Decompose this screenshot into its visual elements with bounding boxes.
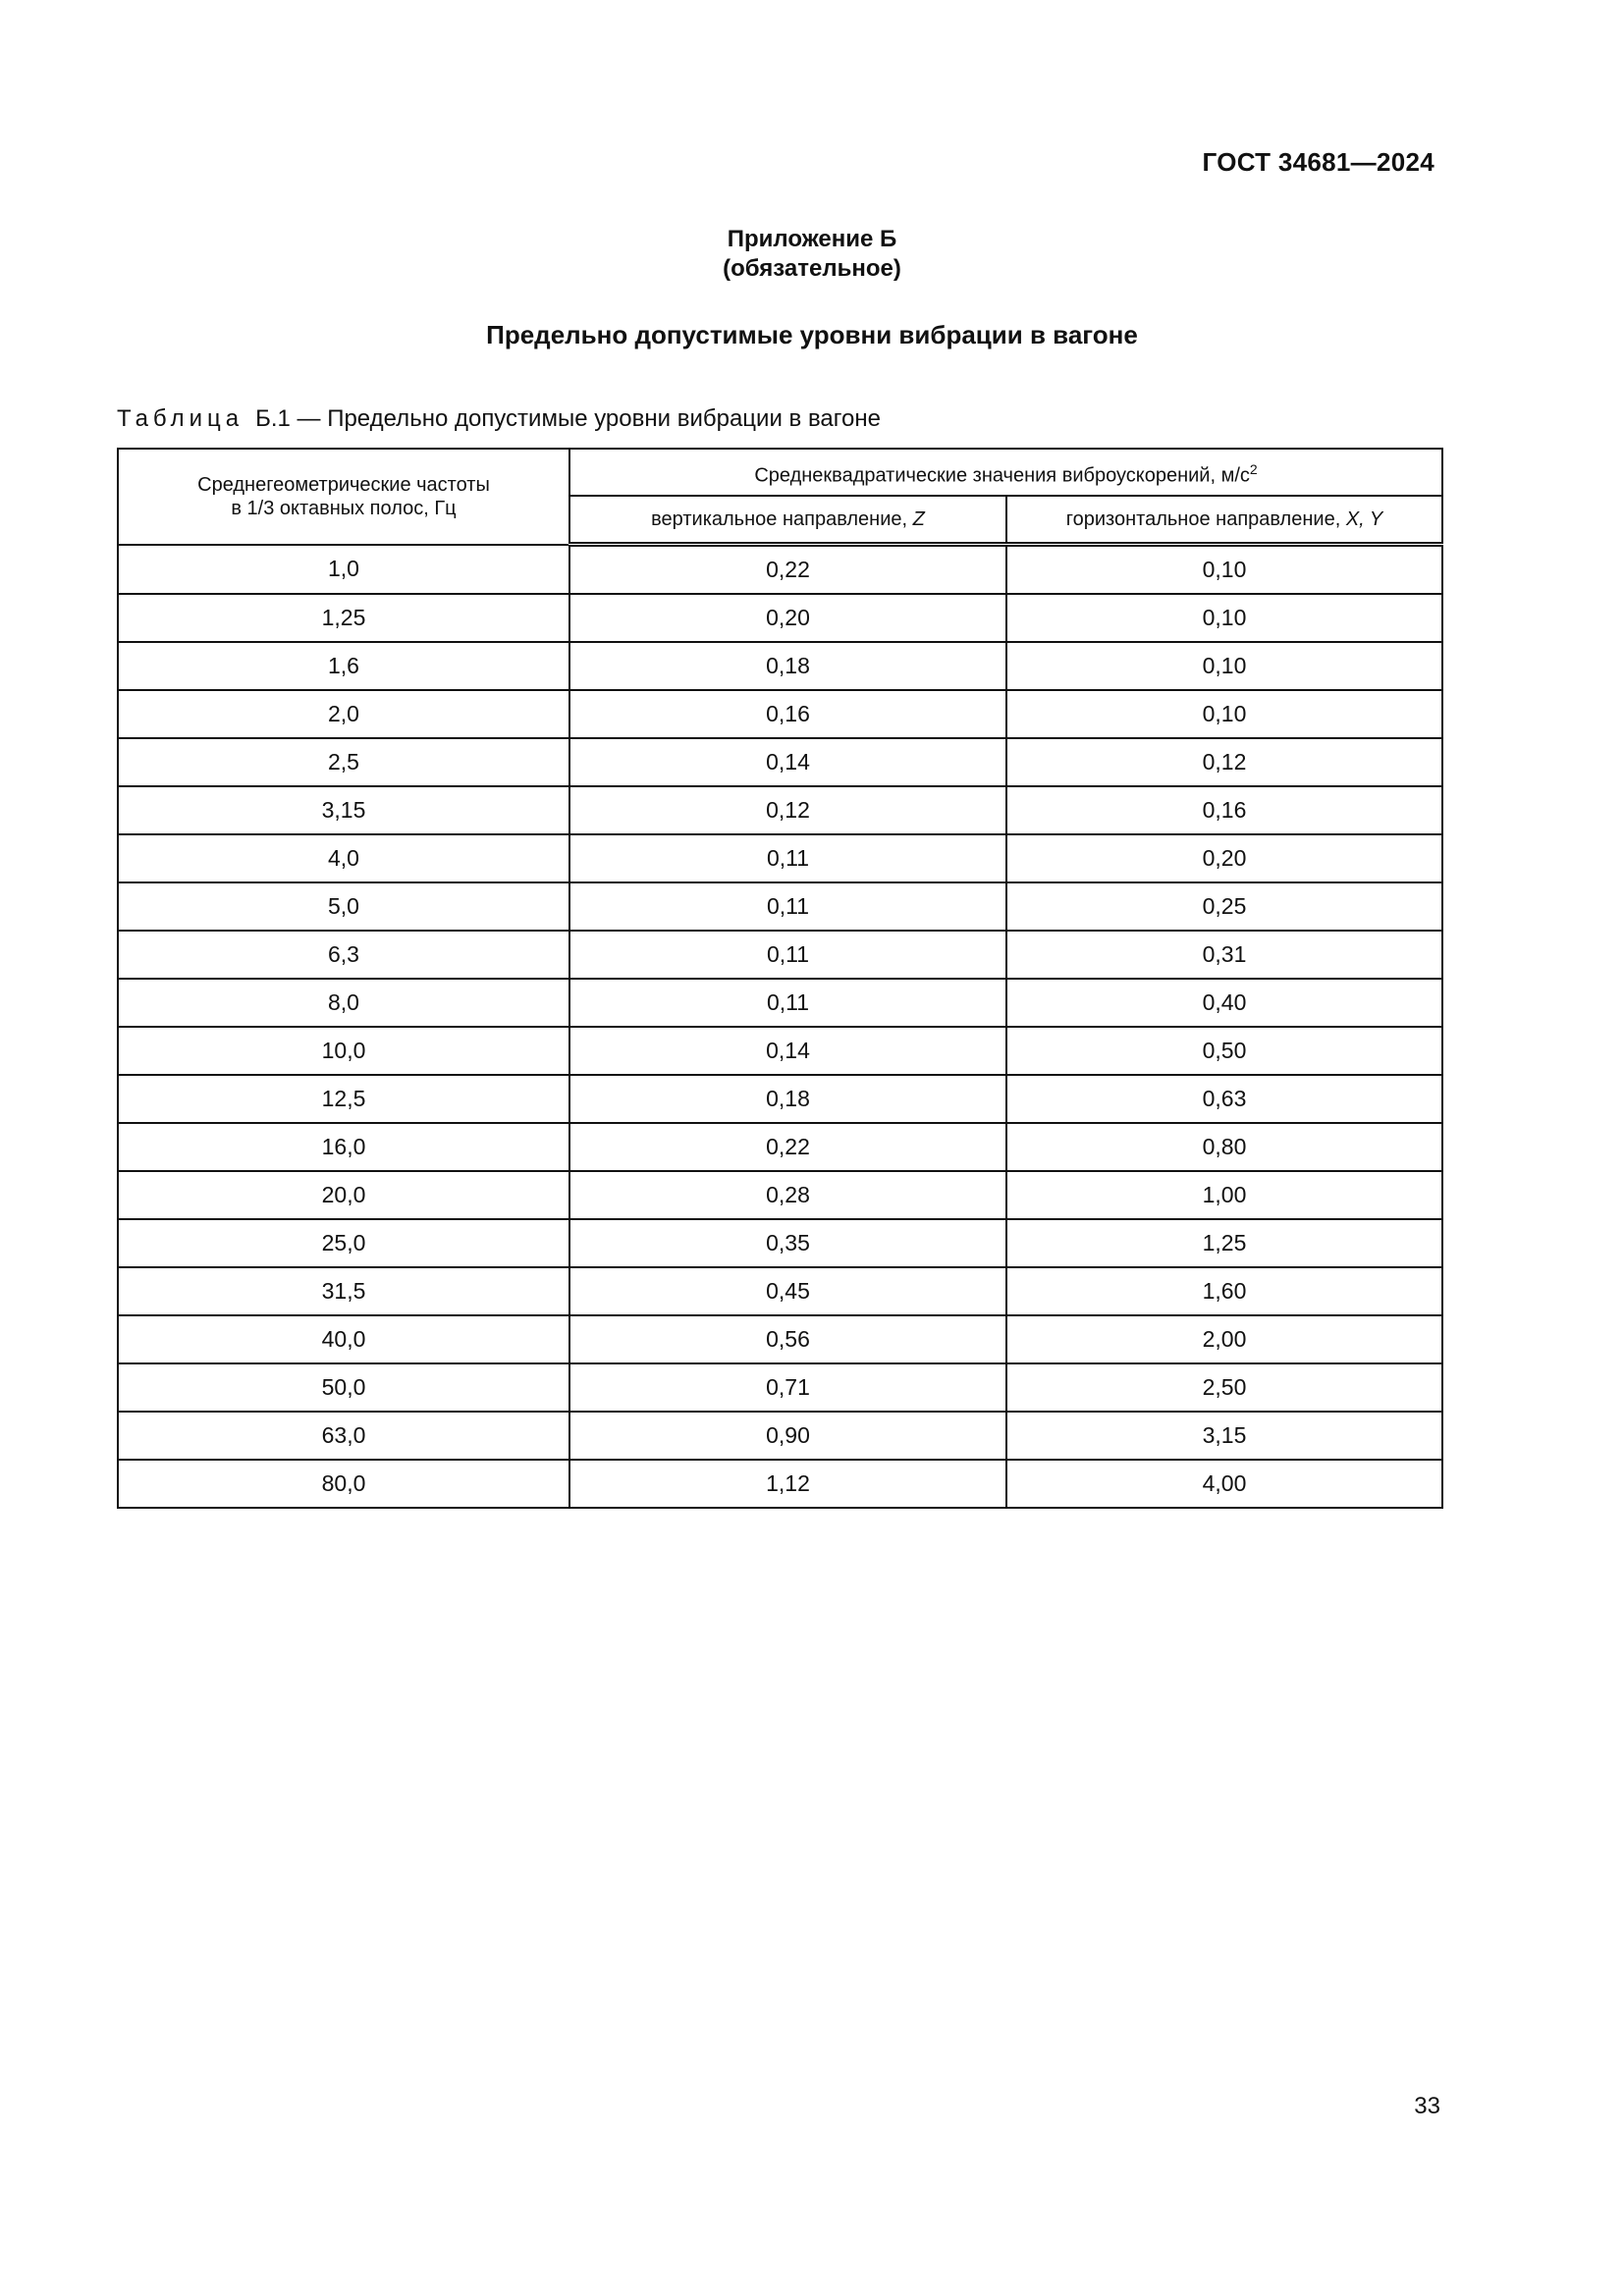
cell-horizontal: 1,00 <box>1006 1171 1442 1219</box>
cell-frequency: 5,0 <box>118 882 569 931</box>
cell-horizontal: 0,10 <box>1006 642 1442 690</box>
cell-vertical: 0,20 <box>569 594 1006 642</box>
cell-horizontal: 1,25 <box>1006 1219 1442 1267</box>
cell-horizontal: 0,12 <box>1006 738 1442 786</box>
cell-horizontal: 2,50 <box>1006 1363 1442 1412</box>
table-row <box>118 738 1442 786</box>
header-horizontal <box>1006 496 1442 545</box>
table-row <box>118 545 1442 595</box>
table-body <box>118 545 1442 1509</box>
cell-vertical: 0,18 <box>569 1075 1006 1123</box>
cell-frequency: 3,15 <box>118 786 569 834</box>
header-vertical-text: вертикальное направление, <box>651 508 913 530</box>
cell-frequency: 50,0 <box>118 1363 569 1412</box>
cell-frequency: 31,5 <box>118 1267 569 1315</box>
cell-vertical: 0,14 <box>569 738 1006 786</box>
table-row <box>118 1315 1442 1363</box>
header-horizontal-axis: X, Y <box>1345 508 1383 530</box>
header-acceleration-sup: 2 <box>1249 460 1258 477</box>
cell-vertical: 0,22 <box>569 1123 1006 1171</box>
table-row <box>118 931 1442 979</box>
table-row <box>118 786 1442 834</box>
cell-vertical: 0,90 <box>569 1412 1006 1460</box>
table-row <box>118 1267 1442 1315</box>
cell-frequency: 1,25 <box>118 594 569 642</box>
section-title: Предельно допустимые уровни вибрации в вагоне <box>486 320 1138 349</box>
cell-frequency: 1,6 <box>118 642 569 690</box>
cell-frequency: 63,0 <box>118 1412 569 1460</box>
table-row <box>118 1412 1442 1460</box>
cell-frequency: 6,3 <box>118 931 569 979</box>
cell-horizontal: 0,50 <box>1006 1027 1442 1075</box>
table-row <box>118 1123 1442 1171</box>
cell-frequency: 20,0 <box>118 1171 569 1219</box>
cell-vertical: 0,45 <box>569 1267 1006 1315</box>
cell-horizontal: 0,25 <box>1006 882 1442 931</box>
header-frequency-line2: в 1/3 октавных полос, Гц <box>231 497 457 519</box>
header-acceleration-text: Среднеквадратические значения виброускорений, м/с <box>754 464 1250 487</box>
cell-frequency: 12,5 <box>118 1075 569 1123</box>
table-row <box>118 882 1442 931</box>
vibration-limits-table <box>117 448 1443 1509</box>
cell-frequency: 10,0 <box>118 1027 569 1075</box>
cell-horizontal: 4,00 <box>1006 1460 1442 1508</box>
table-row <box>118 1171 1442 1219</box>
cell-vertical: 1,12 <box>569 1460 1006 1508</box>
cell-horizontal: 0,16 <box>1006 786 1442 834</box>
cell-vertical: 0,16 <box>569 690 1006 738</box>
cell-vertical: 0,14 <box>569 1027 1006 1075</box>
cell-horizontal: 0,63 <box>1006 1075 1442 1123</box>
table-row <box>118 979 1442 1027</box>
header-acceleration-group <box>569 449 1442 496</box>
table-row <box>118 690 1442 738</box>
cell-vertical: 0,11 <box>569 882 1006 931</box>
table-caption <box>117 405 881 433</box>
appendix-heading <box>0 225 1624 284</box>
header-frequency <box>118 449 569 545</box>
cell-horizontal: 0,10 <box>1006 545 1442 595</box>
cell-frequency: 80,0 <box>118 1460 569 1508</box>
cell-horizontal: 3,15 <box>1006 1412 1442 1460</box>
table-row <box>118 834 1442 882</box>
cell-vertical: 0,18 <box>569 642 1006 690</box>
table-row <box>118 1219 1442 1267</box>
table-row <box>118 1027 1442 1075</box>
cell-frequency: 2,0 <box>118 690 569 738</box>
table-caption-text: Б.1 — Предельно допустимые уровни вибрации в вагоне <box>255 405 881 432</box>
cell-frequency: 2,5 <box>118 738 569 786</box>
cell-vertical: 0,28 <box>569 1171 1006 1219</box>
cell-horizontal: 0,31 <box>1006 931 1442 979</box>
cell-frequency: 16,0 <box>118 1123 569 1171</box>
table-row <box>118 594 1442 642</box>
cell-horizontal: 0,10 <box>1006 594 1442 642</box>
cell-horizontal: 0,10 <box>1006 690 1442 738</box>
cell-horizontal: 0,40 <box>1006 979 1442 1027</box>
cell-frequency: 4,0 <box>118 834 569 882</box>
cell-vertical: 0,22 <box>569 545 1006 595</box>
cell-vertical: 0,11 <box>569 931 1006 979</box>
cell-frequency: 25,0 <box>118 1219 569 1267</box>
page-number: 33 <box>1414 2093 1440 2119</box>
header-vertical-axis: Z <box>912 508 925 530</box>
cell-horizontal: 0,20 <box>1006 834 1442 882</box>
cell-frequency: 40,0 <box>118 1315 569 1363</box>
table-row <box>118 1075 1442 1123</box>
table-caption-label: Таблица <box>117 405 244 432</box>
cell-frequency: 1,0 <box>118 545 569 595</box>
table-row <box>118 642 1442 690</box>
cell-horizontal: 1,60 <box>1006 1267 1442 1315</box>
table-row <box>118 1363 1442 1412</box>
document-id: ГОСТ 34681—2024 <box>1202 147 1435 177</box>
cell-vertical: 0,11 <box>569 979 1006 1027</box>
cell-horizontal: 0,80 <box>1006 1123 1442 1171</box>
header-vertical <box>569 496 1006 545</box>
cell-frequency: 8,0 <box>118 979 569 1027</box>
appendix-title: Приложение Б <box>727 226 897 252</box>
cell-vertical: 0,12 <box>569 786 1006 834</box>
table-row <box>118 1460 1442 1508</box>
cell-vertical: 0,35 <box>569 1219 1006 1267</box>
cell-vertical: 0,71 <box>569 1363 1006 1412</box>
header-horizontal-text: горизонтальное направление, <box>1065 508 1346 530</box>
cell-vertical: 0,11 <box>569 834 1006 882</box>
appendix-status: (обязательное) <box>723 255 901 282</box>
cell-vertical: 0,56 <box>569 1315 1006 1363</box>
cell-horizontal: 2,00 <box>1006 1315 1442 1363</box>
header-frequency-line1: Среднегеометрические частоты <box>197 473 490 496</box>
